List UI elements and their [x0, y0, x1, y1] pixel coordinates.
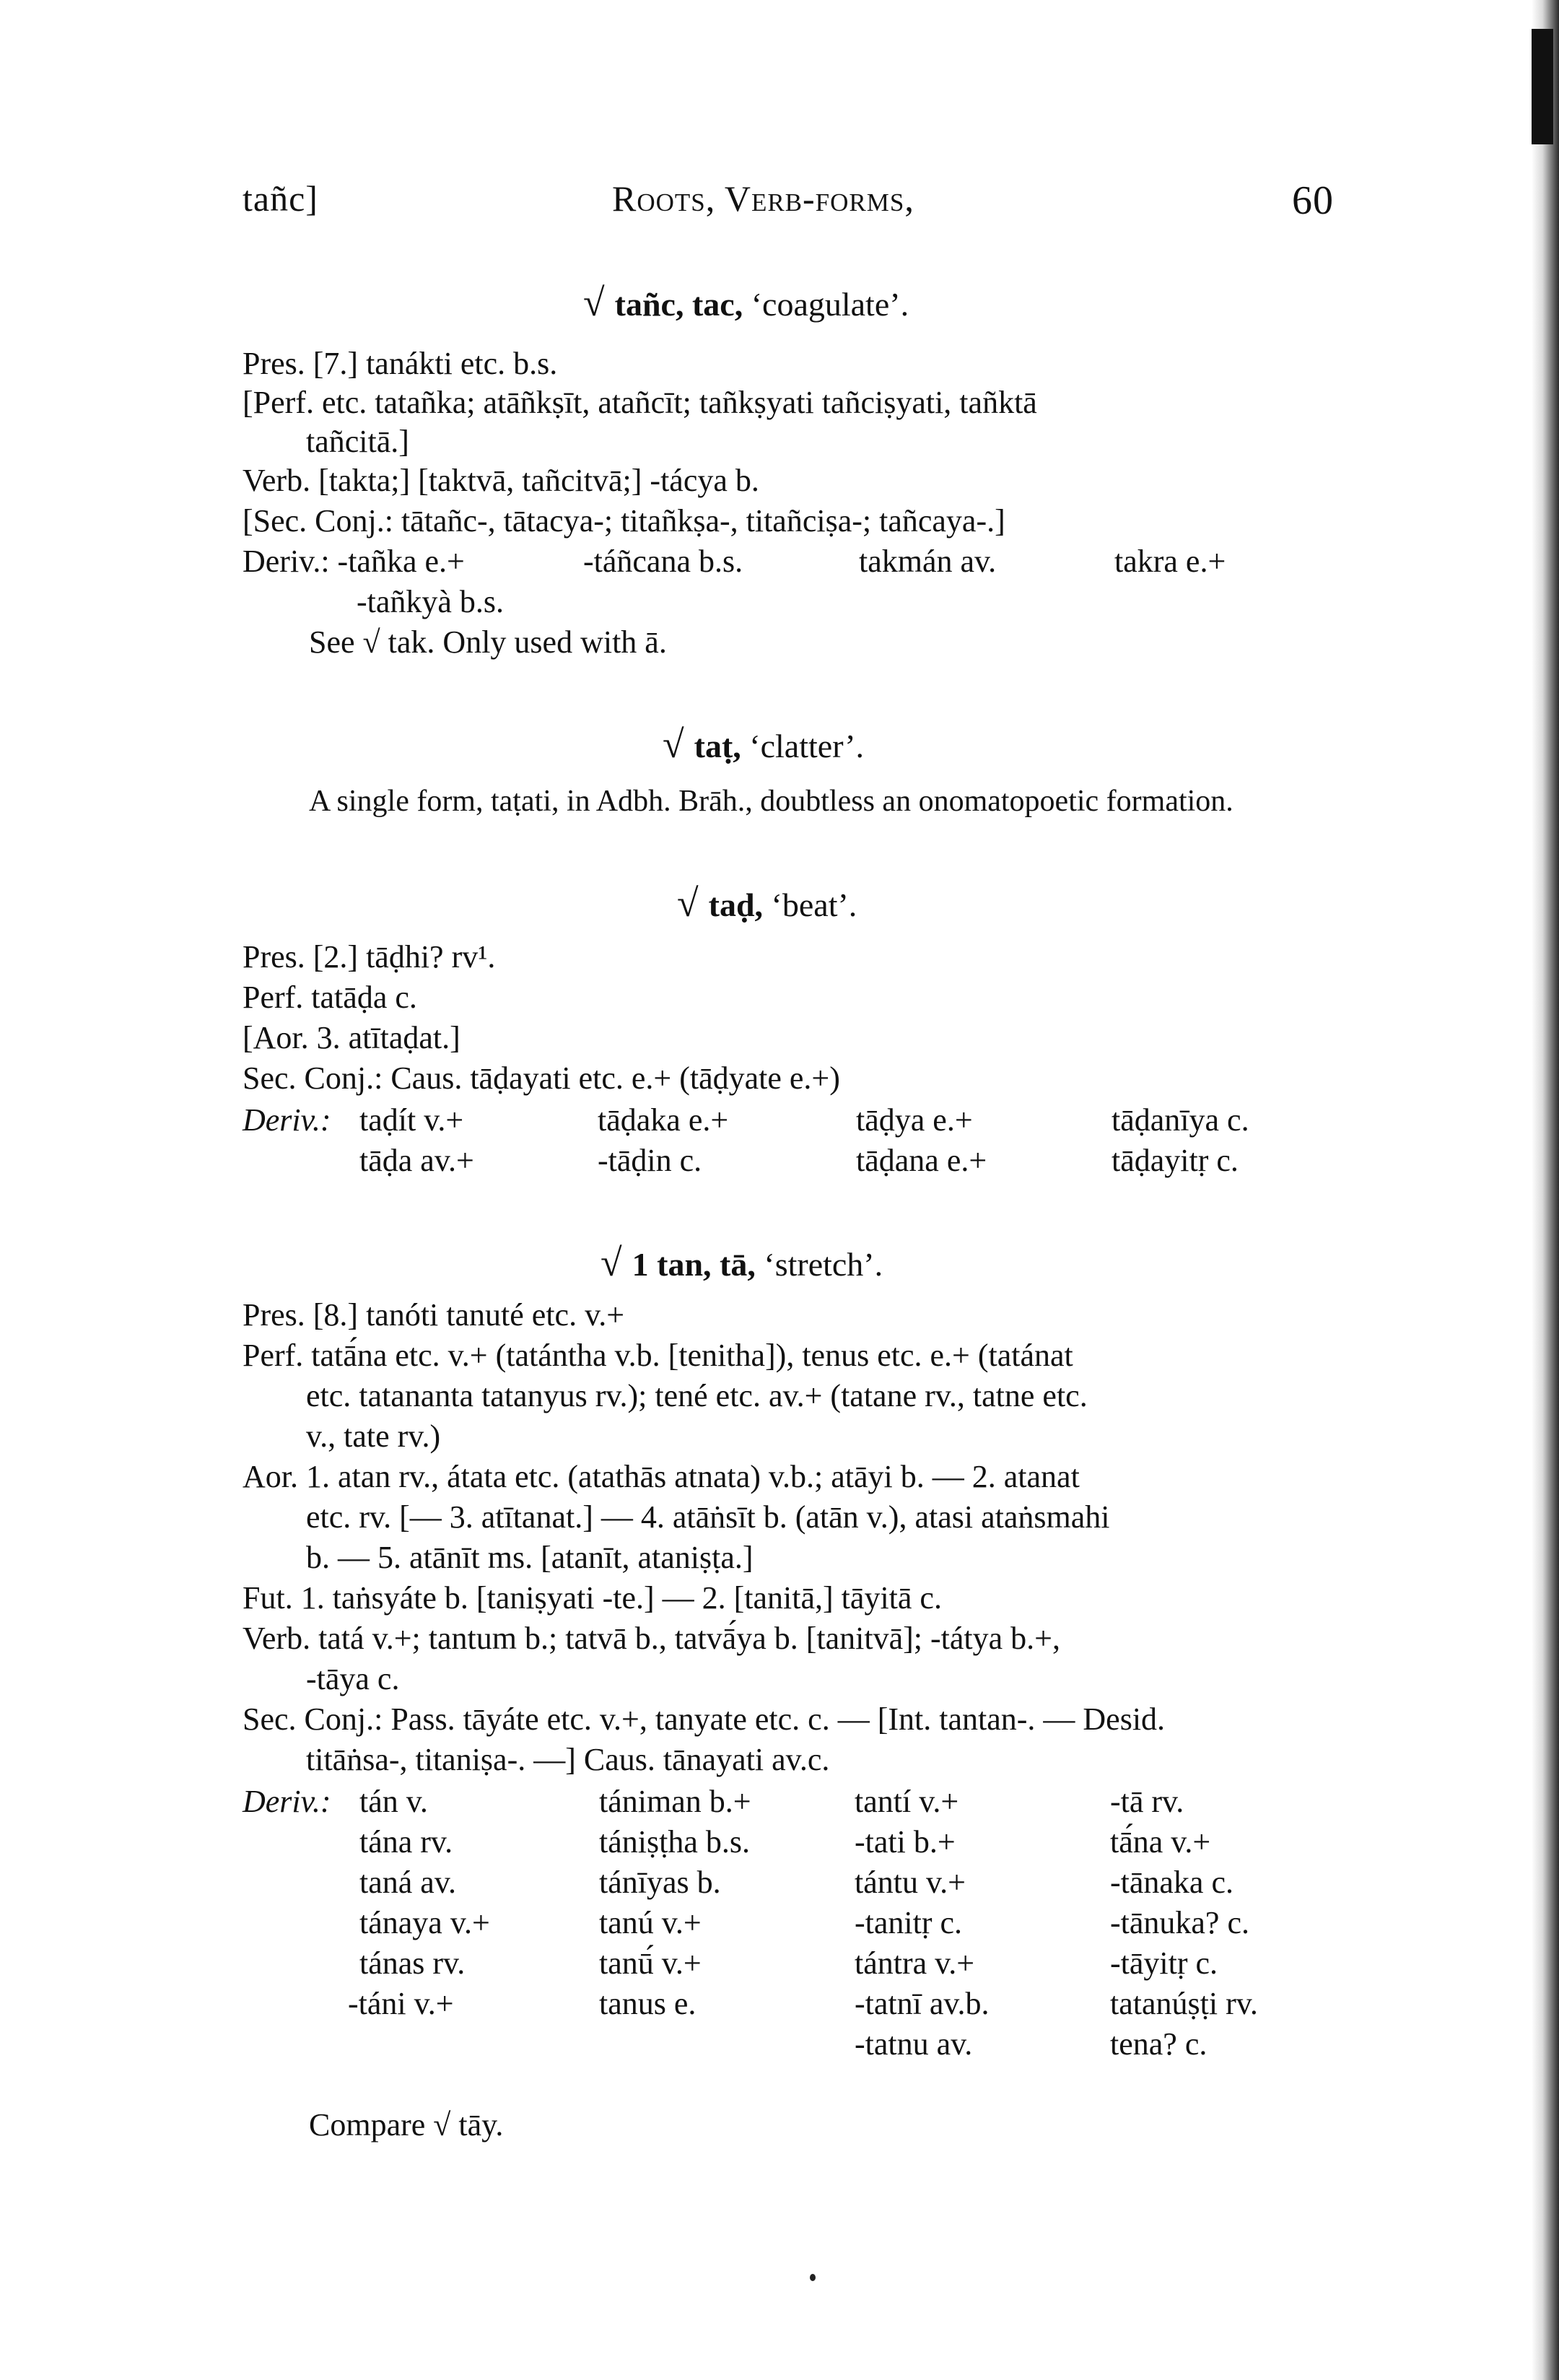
deriv-item: tánīyas b.	[599, 1865, 721, 1900]
deriv-item: tantí v.+	[855, 1784, 959, 1819]
deriv-item: -tanitṛ c.	[855, 1905, 963, 1940]
deriv-item: tanú v.+	[599, 1905, 702, 1940]
deriv-item: -tāḍin c.	[598, 1143, 702, 1178]
entry-line: Perf. tatāḍa c.	[243, 980, 417, 1015]
deriv-item: tánaya v.+	[359, 1905, 490, 1940]
deriv-item: -tāyitṛ c.	[1110, 1945, 1218, 1981]
deriv-item: tāḍanīya c.	[1112, 1102, 1249, 1138]
deriv-item: tāḍa av.+	[359, 1143, 474, 1178]
deriv-item: -tatnu av.	[855, 2026, 973, 2062]
entry-line: Pres. [8.] tanóti tanuté etc. v.+	[243, 1297, 625, 1333]
deriv-item: tántra v.+	[855, 1945, 975, 1981]
deriv-item: takra e.+	[1114, 544, 1226, 579]
running-head-left: tañc]	[243, 178, 318, 219]
ink-speck	[810, 2274, 816, 2281]
deriv-item: Deriv.: -tañka e.+	[243, 544, 465, 579]
entry-line: Sec. Conj.: Caus. tāḍayati etc. e.+ (tāḍyate e.+)	[243, 1060, 840, 1096]
entry-line: etc. tatananta tatanyus rv.); tené etc. av.+ (tatane rv., tatne etc.	[306, 1378, 1088, 1413]
scan-edge	[1532, 0, 1559, 2380]
entry-line: etc. rv. [— 3. atītanat.] — 4. atāṅsīt b. (atān v.), atasi ataṅsmahi	[306, 1499, 1110, 1535]
deriv-item: tena? c.	[1110, 2026, 1208, 2062]
entry-line: Perf. tatā́na etc. v.+ (tatántha v.b. [tenitha]), tenus etc. e.+ (tatánat	[243, 1338, 1073, 1373]
deriv-item: tánas rv.	[359, 1945, 466, 1981]
entry-line: tañcitā.]	[306, 424, 409, 459]
entry-line: Pres. [7.] tanákti etc. b.s.	[243, 346, 558, 381]
deriv-item: tāḍana e.+	[856, 1143, 987, 1178]
entry-line: Aor. 1. atan rv., átata etc. (atathās atnata) v.b.; atāyi b. — 2. atanat	[243, 1459, 1080, 1494]
entry-line: Pres. [2.] tāḍhi? rv¹.	[243, 939, 496, 975]
deriv-item: takmán av.	[859, 544, 997, 579]
deriv-item: tántu v.+	[855, 1865, 966, 1900]
entry-heading-tat	[663, 722, 864, 767]
deriv-label: Deriv.:	[243, 1784, 331, 1819]
deriv-item: -táñcana b.s.	[583, 544, 743, 579]
entry-line: v., tate rv.)	[306, 1418, 441, 1454]
deriv-item: tāḍayitṛ c.	[1112, 1143, 1239, 1178]
deriv-item: -tānuka? c.	[1110, 1905, 1249, 1940]
entry-line: Fut. 1. taṅsyáte b. [taniṣyati -te.] — 2. [tanitā,] tāyitā c.	[243, 1580, 942, 1616]
entry-heading-tad	[677, 881, 857, 925]
root-gloss: ‘clatter’.	[749, 728, 865, 764]
root-name: taḍ,	[708, 886, 764, 923]
deriv-item: -tatnī av.b.	[855, 1986, 990, 2021]
entry-line: titāṅsa-, titaniṣa-. —] Caus. tānayati av.c.	[306, 1742, 830, 1777]
entry-line: b. — 5. atānīt ms. [atanīt, ataniṣṭa.]	[306, 1540, 754, 1575]
root-sign-icon: √	[663, 723, 684, 766]
root-gloss: ‘stretch’.	[764, 1246, 883, 1283]
root-sign-icon: √	[677, 881, 699, 925]
root-gloss: ‘coagulate’.	[751, 286, 909, 323]
entry-line: Verb. tatá v.+; tantum b.; tatvā b., tatvā́ya b. [tanitvā]; -tátya b.+,	[243, 1621, 1060, 1656]
entry-heading-tan	[601, 1240, 883, 1285]
deriv-item: tā́na v.+	[1110, 1824, 1211, 1860]
deriv-item: -tānaka c.	[1110, 1865, 1233, 1900]
deriv-item: -táni v.+	[348, 1986, 454, 2021]
root-name: tañc, tac,	[614, 286, 743, 323]
entry-body: A single form, taṭati, in Adbh. Brāh., doubtless an onomatopoetic formation.	[309, 785, 1233, 818]
deriv-item: -tañkyà b.s.	[357, 584, 505, 619]
deriv-item: -tati b.+	[855, 1824, 956, 1860]
entry-heading-tanc	[583, 280, 909, 325]
entry-line: Verb. [takta;] [taktvā, tañcitvā;] -tácya b.	[243, 463, 759, 498]
entry-line: -tāya c.	[306, 1661, 400, 1696]
root-gloss: ‘beat’.	[771, 886, 857, 923]
deriv-item: tána rv.	[359, 1824, 453, 1860]
deriv-item: tatanúṣṭi rv.	[1110, 1986, 1258, 2021]
deriv-item: tanū́ v.+	[599, 1945, 702, 1981]
deriv-item: tanus e.	[599, 1986, 696, 2021]
deriv-item: -tā rv.	[1110, 1784, 1184, 1819]
deriv-label: Deriv.:	[243, 1102, 331, 1138]
scan-edge-notch	[1532, 29, 1553, 144]
deriv-item: taná av.	[359, 1865, 456, 1900]
root-sign-icon: √	[601, 1241, 622, 1284]
page-number: 60	[1292, 178, 1334, 223]
deriv-item: taḍít v.+	[359, 1102, 464, 1138]
root-name: taṭ,	[694, 728, 741, 764]
deriv-item: tániman b.+	[599, 1784, 751, 1819]
deriv-item: tāḍya e.+	[856, 1102, 973, 1138]
running-head-title: Roots, Verb-forms,	[612, 178, 914, 219]
entry-line: Sec. Conj.: Pass. tāyáte etc. v.+, tanyate etc. c. — [Int. tantan-. — Desid.	[243, 1701, 1166, 1737]
deriv-item: tāḍaka e.+	[598, 1102, 729, 1138]
cross-reference: Compare √ tāy.	[309, 2107, 504, 2143]
deriv-item: tán v.	[359, 1784, 428, 1819]
cross-reference: See √ tak. Only used with ā.	[309, 624, 667, 660]
entry-line: [Aor. 3. atītaḍat.]	[243, 1020, 460, 1055]
entry-line: [Perf. etc. tatañka; atāñkṣīt, atañcīt; tañkṣyati tañciṣyati, tañktā	[243, 385, 1037, 420]
root-sign-icon: √	[583, 281, 605, 324]
entry-line: [Sec. Conj.: tātañc-, tātacya-; titañkṣa-, titañciṣa-; tañcaya-.]	[243, 503, 1005, 539]
deriv-item: tániṣṭha b.s.	[599, 1824, 750, 1860]
root-name: 1 tan, tā,	[632, 1246, 756, 1283]
